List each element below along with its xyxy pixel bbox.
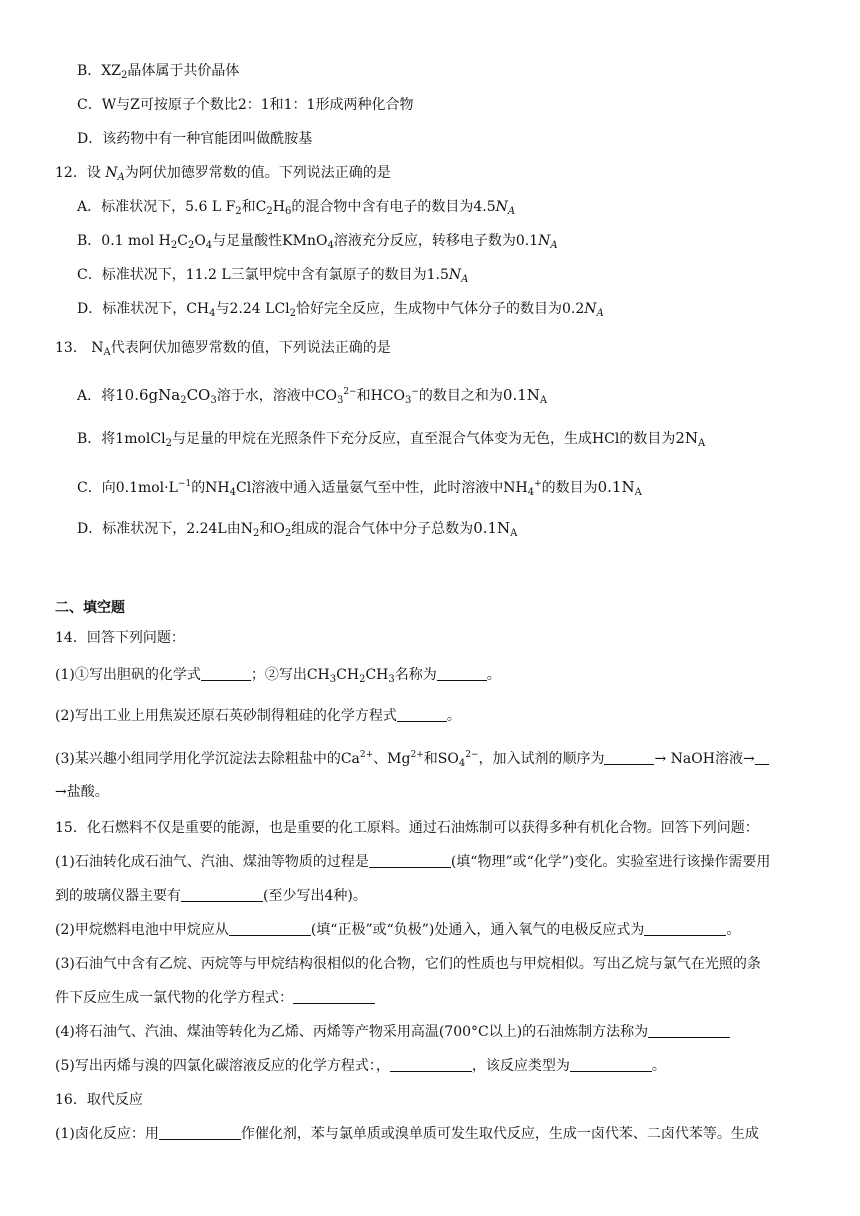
answer-blank[interactable] bbox=[755, 750, 769, 765]
q15-part1-cont: 到的玻璃仪器主要有 (至少写出4种)。 bbox=[55, 888, 367, 904]
q13-option-d: D．标准状况下，2.24L由$N_2$和$O_2$组成的混合气体中分子总数为$0.1N_A$ bbox=[77, 519, 518, 539]
q12-option-b: B．0.1 mol $H_2C_2O_4$与足量酸性KMnO$_4$溶液充分反应，转移电子数为$0.1N_A$ bbox=[77, 233, 558, 251]
answer-blank[interactable] bbox=[181, 887, 263, 902]
answer-blank[interactable] bbox=[229, 921, 311, 936]
q14-part3-cont: →盐酸。 bbox=[55, 784, 109, 800]
q13-option-c: C．向$0.1mol\cdot L^{-1}$的$NH_4Cl$溶液中通入适量氨气至中性，此时溶液中$NH_4^+$的数目为$0.1N_A$ bbox=[77, 478, 642, 498]
q12-option-c: C．标准状况下，11.2 L三氯甲烷中含有氯原子的数目为$1.5N_A$ bbox=[77, 267, 469, 285]
section-heading-fill-in: 二、填空题 bbox=[55, 600, 125, 616]
q13-option-a: A．将$10.6gNa_2CO_3$溶于水，溶液中$CO_3^{2-}$和$HCO_3^-$的数目之和为$0.1N_A$ bbox=[77, 386, 548, 406]
q15-part3-cont: 件下反应生成一氯代物的化学方程式： bbox=[55, 988, 375, 1008]
answer-blank[interactable] bbox=[604, 750, 654, 765]
q12-stem: 12．设 $N_A$为阿伏加德罗常数的值。下列说法正确的是 bbox=[55, 165, 391, 183]
answer-blank[interactable] bbox=[648, 1023, 730, 1038]
q14-part1: (1)①写出胆矾的化学式 ；②写出$CH_3CH_2CH_3$名称为 。 bbox=[55, 667, 501, 685]
answer-blank[interactable] bbox=[201, 666, 251, 681]
answer-blank[interactable] bbox=[159, 1125, 241, 1140]
q15-stem: 15．化石燃料不仅是重要的能源，也是重要的化工原料。通过石油炼制可以获得多种有机化合物。回答下列问题： bbox=[55, 820, 759, 836]
q11-option-c: C．W与Z可按原子个数比2：1和1：1形成两种化合物 bbox=[77, 97, 414, 113]
q15-part1: (1)石油转化成石油气、汽油、煤油等物质的过程是 (填“物理”或“化学”)变化。实验室进行该操作需要用 bbox=[55, 854, 771, 870]
q11-option-b: B．$XZ_2$晶体属于共价晶体 bbox=[77, 63, 240, 81]
q13-stem: 13． $N_A$代表阿伏加德罗常数的值，下列说法正确的是 bbox=[55, 340, 391, 358]
q11-option-d: D．该药物中有一种官能团叫做酰胺基 bbox=[77, 131, 313, 147]
q15-part2: (2)甲烷燃料电池中甲烷应从 (填“正极”或“负极”)处通入，通入氧气的电极反应式为 。 bbox=[55, 922, 741, 938]
answer-blank[interactable] bbox=[397, 707, 447, 722]
q15-part5: (5)写出丙烯与溴的四氯化碳溶液反应的化学方程式：， ，该反应类型为 。 bbox=[55, 1058, 666, 1074]
q14-part2: (2)写出工业上用焦炭还原石英砂制得粗硅的化学方程式 。 bbox=[55, 708, 461, 724]
answer-blank[interactable] bbox=[293, 989, 375, 1004]
q13-option-b: B．将1molCl$_2$与足量的甲烷在光照条件下充分反应，直至混合气体变为无色，生成HCl的数目为$2N_A$ bbox=[77, 429, 706, 449]
q12-option-d: D．标准状况下，$CH_4$与2.24 LCl$_2$恰好完全反应，生成物中气体分子的数目为$0.2N_A$ bbox=[77, 301, 604, 319]
answer-blank[interactable] bbox=[644, 921, 726, 936]
answer-blank[interactable] bbox=[369, 853, 451, 868]
answer-blank[interactable] bbox=[390, 1057, 472, 1072]
q12-option-a: A．标准状况下，5.6 L $F_2$和$C_2H_6$的混合物中含有电子的数目为$4.5N_A$ bbox=[77, 199, 516, 217]
q15-part4: (4)将石油气、汽油、煤油等转化为乙烯、丙烯等产物采用高温(700°C以上)的石油炼制方法称为 bbox=[55, 1022, 730, 1042]
answer-blank[interactable] bbox=[437, 666, 487, 681]
q16-stem: 16．取代反应 bbox=[55, 1092, 143, 1108]
q16-part1: (1)卤化反应：用 作催化剂，苯与氯单质或溴单质可发生取代反应，生成一卤代苯、二卤代苯等。生成 bbox=[55, 1126, 759, 1142]
answer-blank[interactable] bbox=[570, 1057, 652, 1072]
q14-part3: (3)某兴趣小组同学用化学沉淀法去除粗盐中的$Ca^{2+}$、$Mg^{2+}$和$SO_4^{2-}$，加入试剂的顺序为 → NaOH溶液→ bbox=[55, 745, 769, 774]
q15-part3: (3)石油气中含有乙烷、丙烷等与甲烷结构很相似的化合物，它们的性质也与甲烷相似。写出乙烷与氯气在光照的条 bbox=[55, 956, 761, 972]
q14-stem: 14．回答下列问题： bbox=[55, 630, 185, 646]
